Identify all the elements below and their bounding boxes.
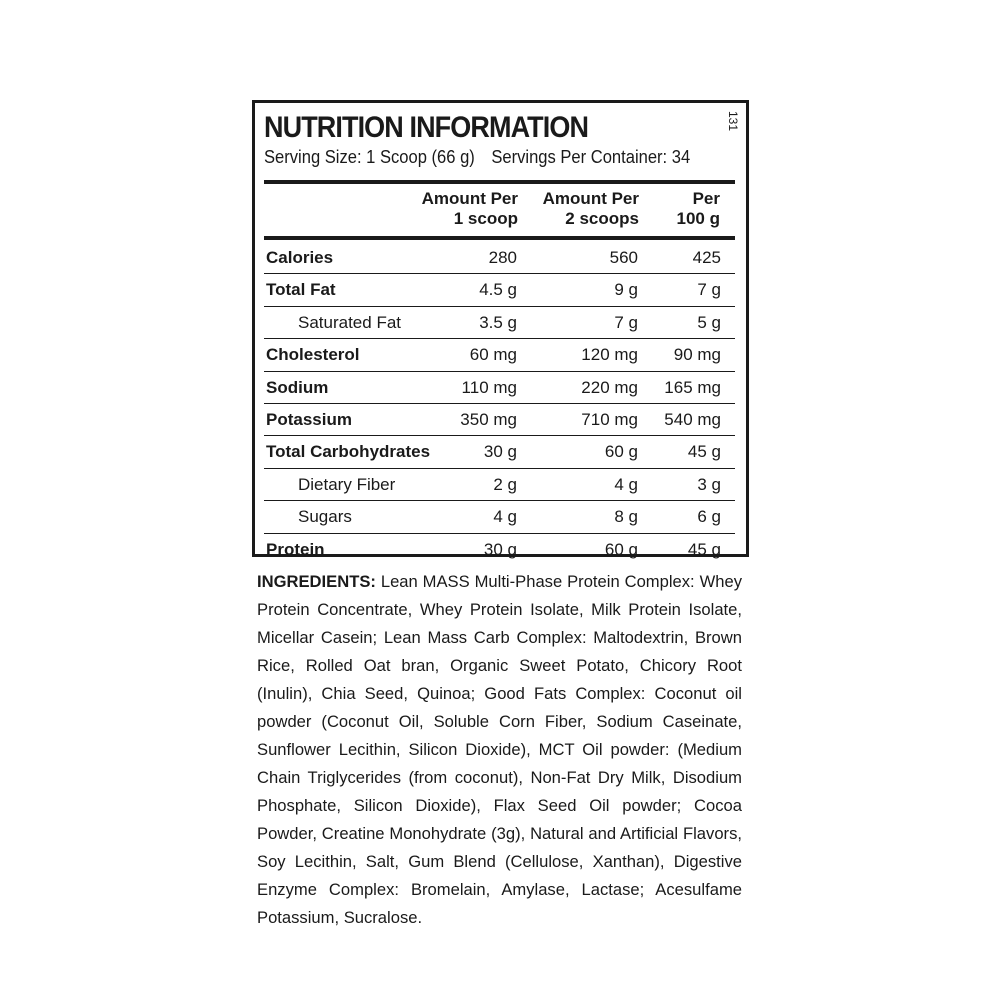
value-per-100g: 45 g (687, 442, 721, 462)
column-header-line: 1 scoop (453, 209, 518, 228)
nutrient-name: Sodium (266, 377, 329, 397)
value-per-scoop: 2 g (493, 474, 517, 494)
value-per-2-scoops: 60 g (604, 442, 638, 462)
table-row (264, 501, 735, 533)
panel-code: 131 (726, 111, 740, 132)
value-per-scoop: 4 g (493, 507, 517, 527)
value-per-scoop: 30 g (483, 539, 517, 559)
nutrient-table (264, 242, 735, 565)
value-per-scoop: 350 mg (460, 409, 517, 429)
table-row (264, 307, 735, 339)
table-row (264, 436, 735, 468)
column-header-line: Per (692, 189, 720, 208)
value-per-100g: 5 g (697, 312, 721, 332)
table-row (264, 372, 735, 404)
column-header-line: Amount Per (421, 189, 518, 208)
value-per-100g: 7 g (697, 280, 721, 300)
value-per-2-scoops: 8 g (614, 507, 638, 527)
value-per-2-scoops: 4 g (614, 474, 638, 494)
value-per-scoop: 280 (488, 248, 517, 267)
ingredients-paragraph (257, 568, 742, 932)
nutrient-name: Protein (266, 539, 325, 559)
nutrient-name: Potassium (266, 409, 352, 429)
value-per-scoop: 4.5 g (479, 280, 517, 300)
serving-info (264, 147, 690, 168)
table-row (264, 242, 735, 274)
value-per-100g: 90 mg (673, 345, 721, 365)
value-per-100g: 425 (692, 248, 721, 267)
value-per-2-scoops: 560 (609, 248, 638, 267)
value-per-scoop: 110 mg (461, 377, 517, 397)
servings-per-container: Servings Per Container: 34 (491, 147, 691, 167)
thick-divider (264, 180, 735, 184)
value-per-100g: 165 mg (664, 377, 721, 397)
value-per-2-scoops: 220 mg (581, 377, 638, 397)
column-header-per-100g (677, 189, 720, 229)
nutrient-name: Total Carbohydrates (266, 442, 431, 462)
value-per-2-scoops: 710 mg (581, 409, 638, 429)
value-per-scoop: 60 mg (469, 345, 517, 365)
column-header-line: Amount Per (542, 189, 639, 208)
nutrient-name: Dietary Fiber (298, 474, 396, 494)
table-row (264, 404, 735, 436)
table-row (264, 534, 735, 565)
value-per-100g: 6 g (697, 507, 721, 527)
serving-size: Serving Size: 1 Scoop (66 g) (264, 147, 475, 167)
table-row (264, 339, 735, 371)
table-row (264, 274, 735, 306)
value-per-2-scoops: 60 g (604, 539, 638, 559)
table-row (264, 469, 735, 501)
value-per-2-scoops: 7 g (614, 312, 638, 332)
nutrient-name: Cholesterol (266, 345, 360, 365)
header-divider (264, 236, 735, 240)
panel-title: NUTRITION INFORMATION (264, 111, 589, 144)
column-header-line: 2 scoops (565, 209, 639, 228)
column-header-line: 100 g (676, 209, 720, 228)
value-per-2-scoops: 9 g (614, 280, 638, 300)
value-per-100g: 3 g (697, 474, 721, 494)
ingredients-label: INGREDIENTS: (257, 572, 376, 591)
nutrient-name: Total Fat (266, 280, 336, 300)
nutrient-name: Saturated Fat (298, 312, 402, 332)
nutrition-panel (252, 100, 749, 557)
nutrient-name: Sugars (298, 507, 352, 527)
value-per-2-scoops: 120 mg (581, 345, 638, 365)
value-per-100g: 540 mg (664, 409, 721, 429)
nutrient-name: Calories (266, 248, 334, 267)
ingredients-text: Lean MASS Multi-Phase Protein Complex: Whey Protein Concentrate, Whey Protein Isolate, Milk Protein Isolate, Micellar Casein; Lean Mass Carb Complex: Maltodextrin, Brown Rice, Rolled Oat bran, Organic Sweet Potato, Chicory Root (Inulin), Chia Seed, Quinoa; Good Fats Complex: Coconut oil powder (Coconut Oil, Soluble Corn Fiber, Sodium Caseinate, Sunflower Lecithin, Silicon Dioxide), MCT Oil powder: (Medium Chain Triglycerides (from coconut), Non-Fat Dry Milk, Disodium Phosphate, Silicon Dioxide), Flax Seed Oil powder; Cocoa Powder, Creatine Monohydrate (3g), Natural and Artificial Flavors, Soy Lecithin, Salt, Gum Blend (Cellulose, Xanthan), Digestive Enzyme Complex: Bromelain, Amylase, Lactase; Acesulfame Potassium, Sucralose. (257, 572, 742, 927)
value-per-scoop: 3.5 g (479, 312, 517, 332)
column-header-per-2-scoops (543, 189, 639, 229)
column-header-per-scoop (422, 189, 518, 229)
value-per-scoop: 30 g (483, 442, 517, 462)
value-per-100g: 45 g (687, 539, 721, 559)
